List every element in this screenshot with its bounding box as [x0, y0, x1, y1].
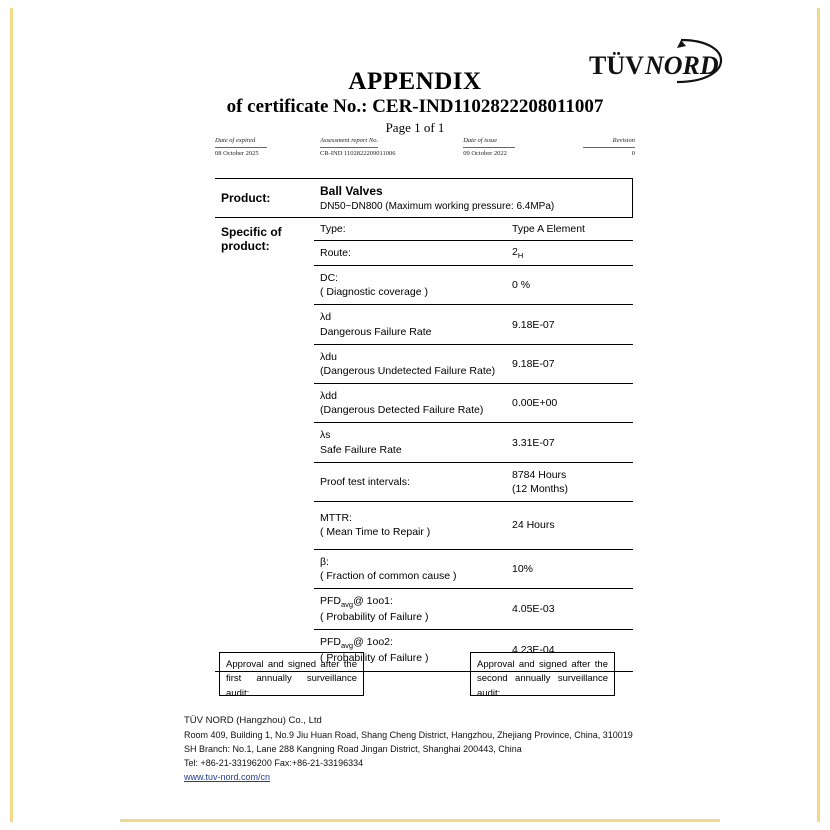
row-key-main: $PFD_{avg}@$ 1oo1:	[319, 594, 393, 609]
row-key-main: λdd	[319, 390, 337, 403]
meta-label: Revision	[583, 136, 635, 148]
meta-value: CR-IND 1102822209011006	[320, 149, 396, 157]
row-value: 0 %	[506, 266, 633, 305]
row-key-main: λd	[319, 311, 332, 324]
row-key-main: λdu	[319, 350, 337, 363]
meta-value: 09 October 2022	[463, 149, 507, 157]
row-key-main: β:	[319, 555, 329, 568]
row-key-main: DC:	[319, 272, 339, 285]
page-title: APPENDIX	[348, 68, 482, 95]
meta-value: 08 October 2025	[215, 149, 259, 157]
row-value-text: 2	[512, 246, 518, 258]
second-surveillance-approval-box: Approval and signed after the second annually surveillance audit:	[470, 652, 615, 696]
row-key: Proof test intervals:	[314, 462, 506, 501]
row-value: 0.00E+00	[506, 384, 633, 423]
footer-company: TÜV NORD (Hangzhou) Co., Ltd	[184, 715, 322, 726]
specific-label-line1: Specific of	[221, 225, 282, 239]
row-key-sub: (Dangerous Detected Failure Rate)	[319, 404, 484, 417]
document-meta	[215, 136, 635, 159]
row-value: 24 Hours	[506, 502, 633, 549]
row-key	[314, 423, 506, 462]
row-key	[314, 266, 506, 305]
row-value: 3.31E-07	[506, 423, 633, 462]
row-value-subscript: H	[517, 251, 524, 261]
row-label-specific-of-product	[215, 218, 314, 672]
footer-address: Room 409, Building 1, No.9 Jiu Huan Road, Shang Cheng District, Hangzhou, Zhejiang Province, China, 310019	[184, 729, 633, 740]
meta-date-of-issue	[463, 136, 578, 159]
table-row-product	[215, 179, 633, 218]
meta-revision	[578, 136, 635, 159]
row-key	[314, 344, 506, 383]
certificate-number: of certificate No.: CER-IND1102822208011007	[226, 96, 604, 117]
row-label-product: Product:	[215, 179, 314, 218]
row-key-sub: ( Probability of Failure )	[319, 652, 429, 665]
meta-assessment-report	[320, 136, 463, 159]
row-value: Type A Element	[506, 218, 633, 241]
meta-label: Assessment report No.	[320, 136, 378, 148]
decorative-bottom-border	[120, 819, 720, 822]
row-value: 4.23E-04	[506, 630, 633, 671]
product-cell	[314, 179, 633, 218]
row-key: Route:	[314, 241, 506, 266]
specific-label-line2: product:	[221, 239, 270, 253]
row-key	[314, 502, 506, 549]
row-key-main: λs	[319, 429, 331, 442]
svg-text:NORD: NORD	[645, 51, 719, 80]
row-value-main: 8784 Hours	[512, 468, 567, 481]
footer-website-link[interactable]: www.tuv-nord.com/cn	[184, 771, 271, 782]
row-key	[314, 384, 506, 423]
row-value-secondary: (12 Months)	[512, 482, 569, 495]
row-key-sub: ( Diagnostic coverage )	[319, 286, 428, 299]
footer-branch: SH Branch: No.1, Lane 288 Kangning Road Jingan District, Shanghai 200443, China	[184, 743, 522, 754]
row-key	[314, 588, 506, 629]
meta-date-of-expired	[215, 136, 320, 159]
row-key: Type:	[314, 218, 506, 241]
row-key-sub: ( Mean Time to Repair )	[319, 526, 431, 539]
row-key	[314, 305, 506, 344]
row-key-sub: ( Probability of Failure )	[319, 611, 429, 624]
row-value: 4.05E-03	[506, 588, 633, 629]
product-name: Ball Valves	[319, 184, 383, 198]
row-value: 9.18E-07	[506, 305, 633, 344]
row-key	[314, 549, 506, 588]
row-key-sub: ( Fraction of common cause )	[319, 569, 457, 582]
row-key-main: $PFD_{avg}@$ 1oo2:	[319, 636, 393, 651]
meta-value: 0	[631, 149, 635, 157]
product-spec: DN50~DN800 (Maximum working pressure: 6.4MPa)	[319, 201, 555, 212]
row-key-sub: Safe Failure Rate	[319, 443, 402, 456]
row-value	[506, 462, 633, 501]
footer-phone: Tel: +86-21-33196200 Fax:+86-21-33196334	[184, 757, 364, 768]
first-surveillance-approval-box: Approval and signed after the first annually surveillance audit:	[219, 652, 364, 696]
footer	[184, 714, 633, 784]
row-key-main: MTTR:	[319, 512, 353, 525]
row-value: 10%	[506, 549, 633, 588]
row-value	[506, 241, 633, 266]
row-key-sub: Dangerous Failure Rate	[319, 325, 432, 338]
meta-label: Date of expired	[215, 136, 267, 148]
svg-text:TÜV: TÜV	[589, 51, 644, 80]
meta-label: Date of issue	[463, 136, 515, 148]
product-data-table	[215, 178, 633, 672]
table-row-type	[215, 218, 633, 241]
page-indicator: Page 1 of 1	[385, 120, 445, 135]
row-key-sub: (Dangerous Undetected Failure Rate)	[319, 364, 496, 377]
row-value: 9.18E-07	[506, 344, 633, 383]
